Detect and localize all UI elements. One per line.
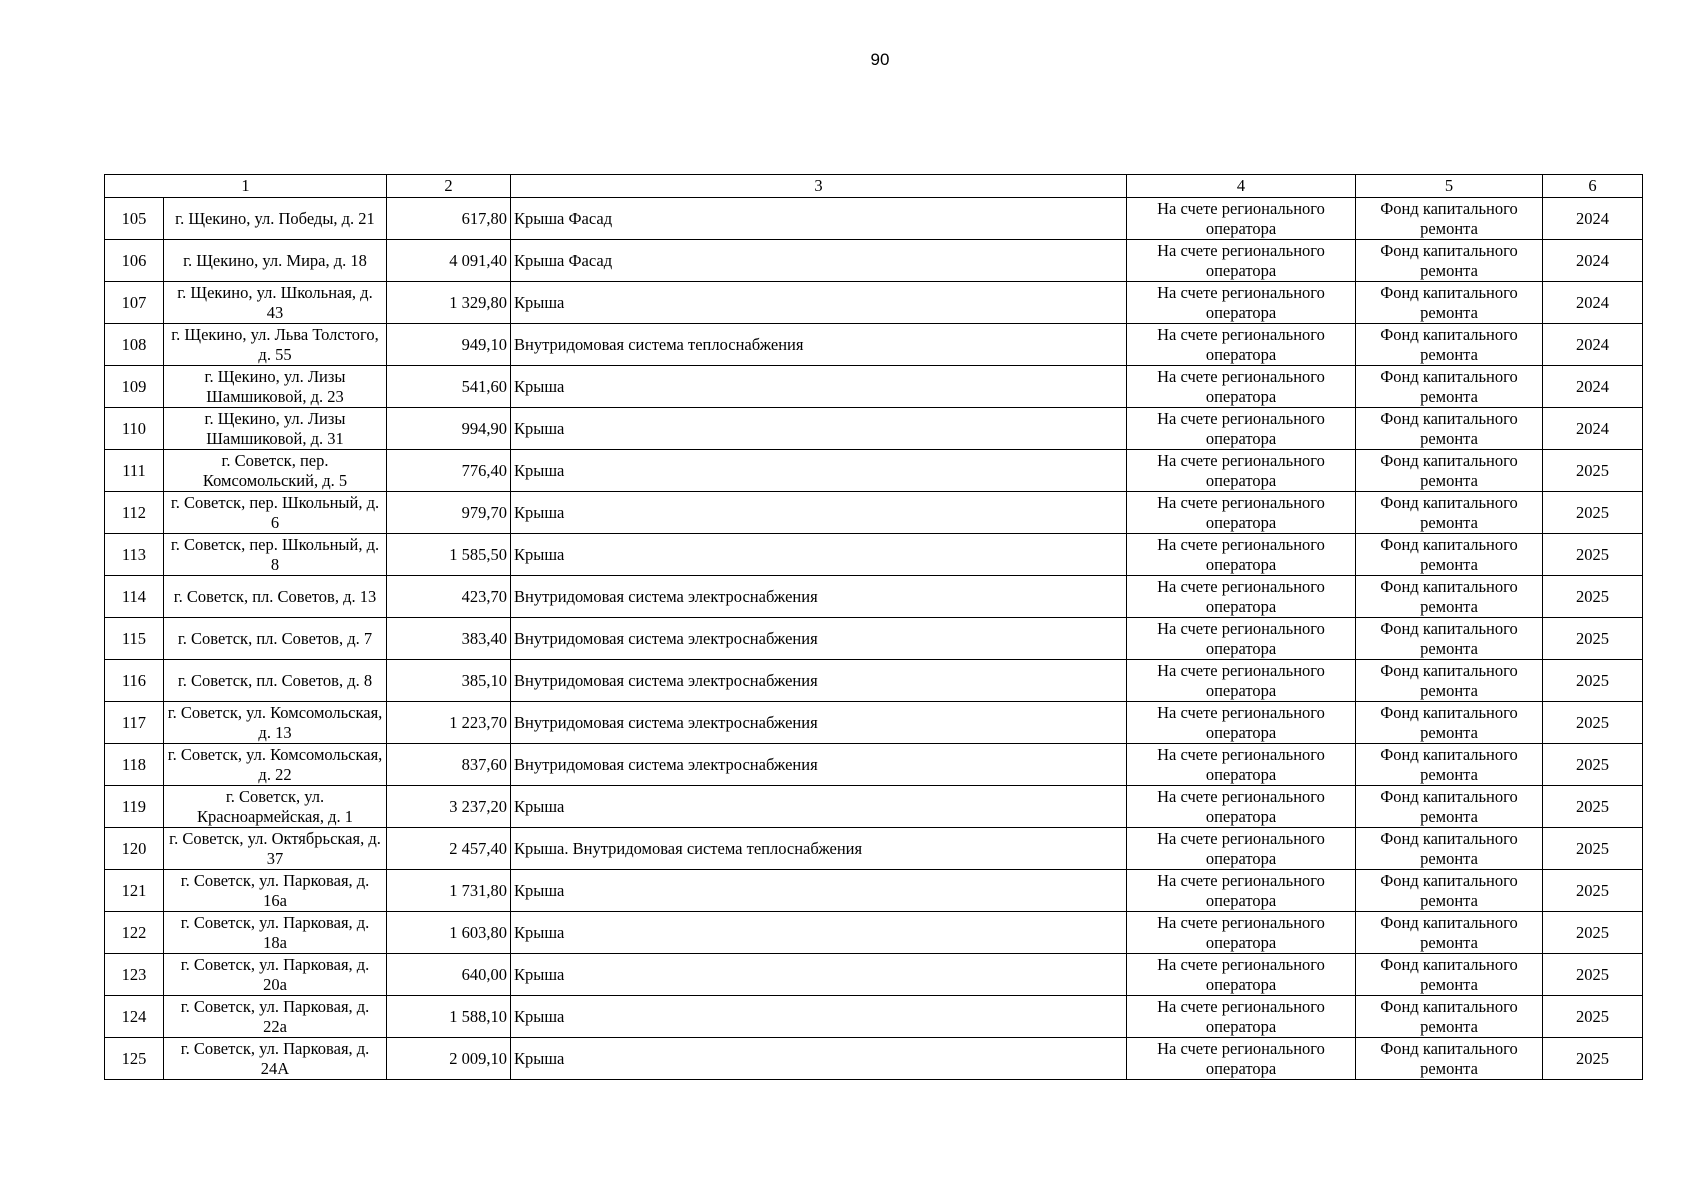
column-header-6: 6 xyxy=(1543,175,1643,198)
year-cell: 2024 xyxy=(1543,282,1643,324)
column-header-5: 5 xyxy=(1356,175,1543,198)
table-row xyxy=(105,702,1643,744)
area-cell: 3 237,20 xyxy=(387,786,511,828)
funding-source-cell: Фонд капитального ремонта xyxy=(1356,324,1543,366)
table-row xyxy=(105,660,1643,702)
fund-account-cell: На счете регионального оператора xyxy=(1127,282,1356,324)
row-number-cell: 120 xyxy=(105,828,164,870)
address-cell: г. Советск, пл. Советов, д. 13 xyxy=(164,576,387,618)
work-type-cell: Крыша xyxy=(511,450,1127,492)
address-cell: г. Советск, пер. Школьный, д. 8 xyxy=(164,534,387,576)
fund-account-cell: На счете регионального оператора xyxy=(1127,954,1356,996)
area-cell: 1 223,70 xyxy=(387,702,511,744)
work-type-cell: Крыша Фасад xyxy=(511,198,1127,240)
row-number-cell: 107 xyxy=(105,282,164,324)
area-cell: 949,10 xyxy=(387,324,511,366)
fund-account-cell: На счете регионального оператора xyxy=(1127,240,1356,282)
column-header-1: 1 xyxy=(105,175,387,198)
area-cell: 837,60 xyxy=(387,744,511,786)
row-number-cell: 116 xyxy=(105,660,164,702)
row-number-cell: 105 xyxy=(105,198,164,240)
row-number-cell: 111 xyxy=(105,450,164,492)
area-cell: 383,40 xyxy=(387,618,511,660)
row-number-cell: 108 xyxy=(105,324,164,366)
funding-source-cell: Фонд капитального ремонта xyxy=(1356,576,1543,618)
year-cell: 2025 xyxy=(1543,492,1643,534)
address-cell: г. Советск, пл. Советов, д. 8 xyxy=(164,660,387,702)
table-row xyxy=(105,870,1643,912)
row-number-cell: 117 xyxy=(105,702,164,744)
table-row xyxy=(105,198,1643,240)
row-number-cell: 119 xyxy=(105,786,164,828)
work-type-cell: Крыша xyxy=(511,492,1127,534)
funding-source-cell: Фонд капитального ремонта xyxy=(1356,618,1543,660)
address-cell: г. Советск, ул. Парковая, д. 24А xyxy=(164,1038,387,1080)
area-cell: 423,70 xyxy=(387,576,511,618)
work-type-cell: Внутридомовая система электроснабжения xyxy=(511,744,1127,786)
fund-account-cell: На счете регионального оператора xyxy=(1127,660,1356,702)
area-cell: 385,10 xyxy=(387,660,511,702)
table-row xyxy=(105,492,1643,534)
area-cell: 776,40 xyxy=(387,450,511,492)
row-number-cell: 113 xyxy=(105,534,164,576)
address-cell: г. Советск, ул. Парковая, д. 20а xyxy=(164,954,387,996)
funding-source-cell: Фонд капитального ремонта xyxy=(1356,282,1543,324)
year-cell: 2025 xyxy=(1543,660,1643,702)
address-cell: г. Щекино, ул. Льва Толстого, д. 55 xyxy=(164,324,387,366)
area-cell: 1 585,50 xyxy=(387,534,511,576)
row-number-cell: 109 xyxy=(105,366,164,408)
fund-account-cell: На счете регионального оператора xyxy=(1127,828,1356,870)
work-type-cell: Крыша xyxy=(511,786,1127,828)
area-cell: 994,90 xyxy=(387,408,511,450)
year-cell: 2025 xyxy=(1543,618,1643,660)
row-number-cell: 121 xyxy=(105,870,164,912)
row-number-cell: 124 xyxy=(105,996,164,1038)
fund-account-cell: На счете регионального оператора xyxy=(1127,450,1356,492)
fund-account-cell: На счете регионального оператора xyxy=(1127,870,1356,912)
address-cell: г. Советск, пер. Комсомольский, д. 5 xyxy=(164,450,387,492)
row-number-cell: 114 xyxy=(105,576,164,618)
table-row xyxy=(105,450,1643,492)
year-cell: 2025 xyxy=(1543,786,1643,828)
funding-source-cell: Фонд капитального ремонта xyxy=(1356,534,1543,576)
fund-account-cell: На счете регионального оператора xyxy=(1127,492,1356,534)
funding-source-cell: Фонд капитального ремонта xyxy=(1356,744,1543,786)
address-cell: г. Щекино, ул. Победы, д. 21 xyxy=(164,198,387,240)
area-cell: 1 731,80 xyxy=(387,870,511,912)
table-row xyxy=(105,282,1643,324)
row-number-cell: 122 xyxy=(105,912,164,954)
table-row xyxy=(105,408,1643,450)
address-cell: г. Советск, ул. Комсомольская, д. 22 xyxy=(164,744,387,786)
work-type-cell: Крыша xyxy=(511,408,1127,450)
work-type-cell: Крыша xyxy=(511,870,1127,912)
work-type-cell: Крыша xyxy=(511,282,1127,324)
area-cell: 2 457,40 xyxy=(387,828,511,870)
table-row xyxy=(105,828,1643,870)
address-cell: г. Советск, ул. Парковая, д. 16а xyxy=(164,870,387,912)
fund-account-cell: На счете регионального оператора xyxy=(1127,702,1356,744)
year-cell: 2025 xyxy=(1543,534,1643,576)
table-row xyxy=(105,954,1643,996)
funding-source-cell: Фонд капитального ремонта xyxy=(1356,954,1543,996)
year-cell: 2025 xyxy=(1543,828,1643,870)
funding-source-cell: Фонд капитального ремонта xyxy=(1356,912,1543,954)
area-cell: 617,80 xyxy=(387,198,511,240)
work-type-cell: Внутридомовая система теплоснабжения xyxy=(511,324,1127,366)
address-cell: г. Советск, ул. Октябрьская, д. 37 xyxy=(164,828,387,870)
funding-source-cell: Фонд капитального ремонта xyxy=(1356,240,1543,282)
fund-account-cell: На счете регионального оператора xyxy=(1127,408,1356,450)
funding-source-cell: Фонд капитального ремонта xyxy=(1356,828,1543,870)
fund-account-cell: На счете регионального оператора xyxy=(1127,366,1356,408)
table-header-row xyxy=(105,175,1643,198)
row-number-cell: 106 xyxy=(105,240,164,282)
address-cell: г. Щекино, ул. Лизы Шамшиковой, д. 31 xyxy=(164,408,387,450)
table-row xyxy=(105,366,1643,408)
year-cell: 2025 xyxy=(1543,450,1643,492)
table-row xyxy=(105,912,1643,954)
area-cell: 1 588,10 xyxy=(387,996,511,1038)
fund-account-cell: На счете регионального оператора xyxy=(1127,576,1356,618)
work-type-cell: Внутридомовая система электроснабжения xyxy=(511,618,1127,660)
year-cell: 2024 xyxy=(1543,198,1643,240)
funding-source-cell: Фонд капитального ремонта xyxy=(1356,198,1543,240)
work-type-cell: Крыша xyxy=(511,996,1127,1038)
year-cell: 2025 xyxy=(1543,996,1643,1038)
table-row xyxy=(105,996,1643,1038)
funding-source-cell: Фонд капитального ремонта xyxy=(1356,870,1543,912)
funding-source-cell: Фонд капитального ремонта xyxy=(1356,408,1543,450)
address-cell: г. Щекино, ул. Школьная, д. 43 xyxy=(164,282,387,324)
year-cell: 2025 xyxy=(1543,702,1643,744)
funding-source-cell: Фонд капитального ремонта xyxy=(1356,492,1543,534)
address-cell: г. Советск, ул. Комсомольская, д. 13 xyxy=(164,702,387,744)
table-row xyxy=(105,618,1643,660)
year-cell: 2025 xyxy=(1543,954,1643,996)
area-cell: 4 091,40 xyxy=(387,240,511,282)
year-cell: 2025 xyxy=(1543,870,1643,912)
row-number-cell: 125 xyxy=(105,1038,164,1080)
fund-account-cell: На счете регионального оператора xyxy=(1127,324,1356,366)
page-number: 90 xyxy=(870,50,890,69)
funding-source-cell: Фонд капитального ремонта xyxy=(1356,450,1543,492)
work-type-cell: Внутридомовая система электроснабжения xyxy=(511,660,1127,702)
year-cell: 2025 xyxy=(1543,912,1643,954)
year-cell: 2024 xyxy=(1543,240,1643,282)
funding-source-cell: Фонд капитального ремонта xyxy=(1356,660,1543,702)
area-cell: 640,00 xyxy=(387,954,511,996)
year-cell: 2025 xyxy=(1543,1038,1643,1080)
address-cell: г. Щекино, ул. Мира, д. 18 xyxy=(164,240,387,282)
fund-account-cell: На счете регионального оператора xyxy=(1127,618,1356,660)
table-row xyxy=(105,1038,1643,1080)
row-number-cell: 112 xyxy=(105,492,164,534)
fund-account-cell: На счете регионального оператора xyxy=(1127,912,1356,954)
work-type-cell: Крыша xyxy=(511,366,1127,408)
table-row xyxy=(105,786,1643,828)
row-number-cell: 118 xyxy=(105,744,164,786)
address-cell: г. Щекино, ул. Лизы Шамшиковой, д. 23 xyxy=(164,366,387,408)
work-type-cell: Крыша xyxy=(511,1038,1127,1080)
year-cell: 2024 xyxy=(1543,366,1643,408)
funding-source-cell: Фонд капитального ремонта xyxy=(1356,1038,1543,1080)
year-cell: 2024 xyxy=(1543,408,1643,450)
fund-account-cell: На счете регионального оператора xyxy=(1127,744,1356,786)
funding-source-cell: Фонд капитального ремонта xyxy=(1356,996,1543,1038)
work-type-cell: Крыша Фасад xyxy=(511,240,1127,282)
funding-source-cell: Фонд капитального ремонта xyxy=(1356,786,1543,828)
work-type-cell: Крыша xyxy=(511,534,1127,576)
table-row xyxy=(105,324,1643,366)
row-number-cell: 123 xyxy=(105,954,164,996)
fund-account-cell: На счете регионального оператора xyxy=(1127,786,1356,828)
work-type-cell: Внутридомовая система электроснабжения xyxy=(511,702,1127,744)
work-type-cell: Внутридомовая система электроснабжения xyxy=(511,576,1127,618)
table-row xyxy=(105,240,1643,282)
column-header-2: 2 xyxy=(387,175,511,198)
column-header-4: 4 xyxy=(1127,175,1356,198)
table-row xyxy=(105,744,1643,786)
work-type-cell: Крыша xyxy=(511,912,1127,954)
year-cell: 2024 xyxy=(1543,324,1643,366)
work-type-cell: Крыша xyxy=(511,954,1127,996)
year-cell: 2025 xyxy=(1543,576,1643,618)
work-type-cell: Крыша. Внутридомовая система теплоснабжения xyxy=(511,828,1127,870)
address-cell: г. Советск, ул. Парковая, д. 22а xyxy=(164,996,387,1038)
area-cell: 2 009,10 xyxy=(387,1038,511,1080)
fund-account-cell: На счете регионального оператора xyxy=(1127,996,1356,1038)
table-row xyxy=(105,534,1643,576)
area-cell: 1 329,80 xyxy=(387,282,511,324)
address-cell: г. Советск, пер. Школьный, д. 6 xyxy=(164,492,387,534)
area-cell: 1 603,80 xyxy=(387,912,511,954)
address-cell: г. Советск, ул. Красноармейская, д. 1 xyxy=(164,786,387,828)
fund-account-cell: На счете регионального оператора xyxy=(1127,534,1356,576)
address-cell: г. Советск, пл. Советов, д. 7 xyxy=(164,618,387,660)
row-number-cell: 110 xyxy=(105,408,164,450)
fund-account-cell: На счете регионального оператора xyxy=(1127,198,1356,240)
column-header-3: 3 xyxy=(511,175,1127,198)
area-cell: 979,70 xyxy=(387,492,511,534)
table-body xyxy=(105,175,1643,1080)
repair-program-table xyxy=(104,174,1643,1080)
funding-source-cell: Фонд капитального ремонта xyxy=(1356,366,1543,408)
address-cell: г. Советск, ул. Парковая, д. 18а xyxy=(164,912,387,954)
table-row xyxy=(105,576,1643,618)
funding-source-cell: Фонд капитального ремонта xyxy=(1356,702,1543,744)
year-cell: 2025 xyxy=(1543,744,1643,786)
row-number-cell: 115 xyxy=(105,618,164,660)
area-cell: 541,60 xyxy=(387,366,511,408)
fund-account-cell: На счете регионального оператора xyxy=(1127,1038,1356,1080)
